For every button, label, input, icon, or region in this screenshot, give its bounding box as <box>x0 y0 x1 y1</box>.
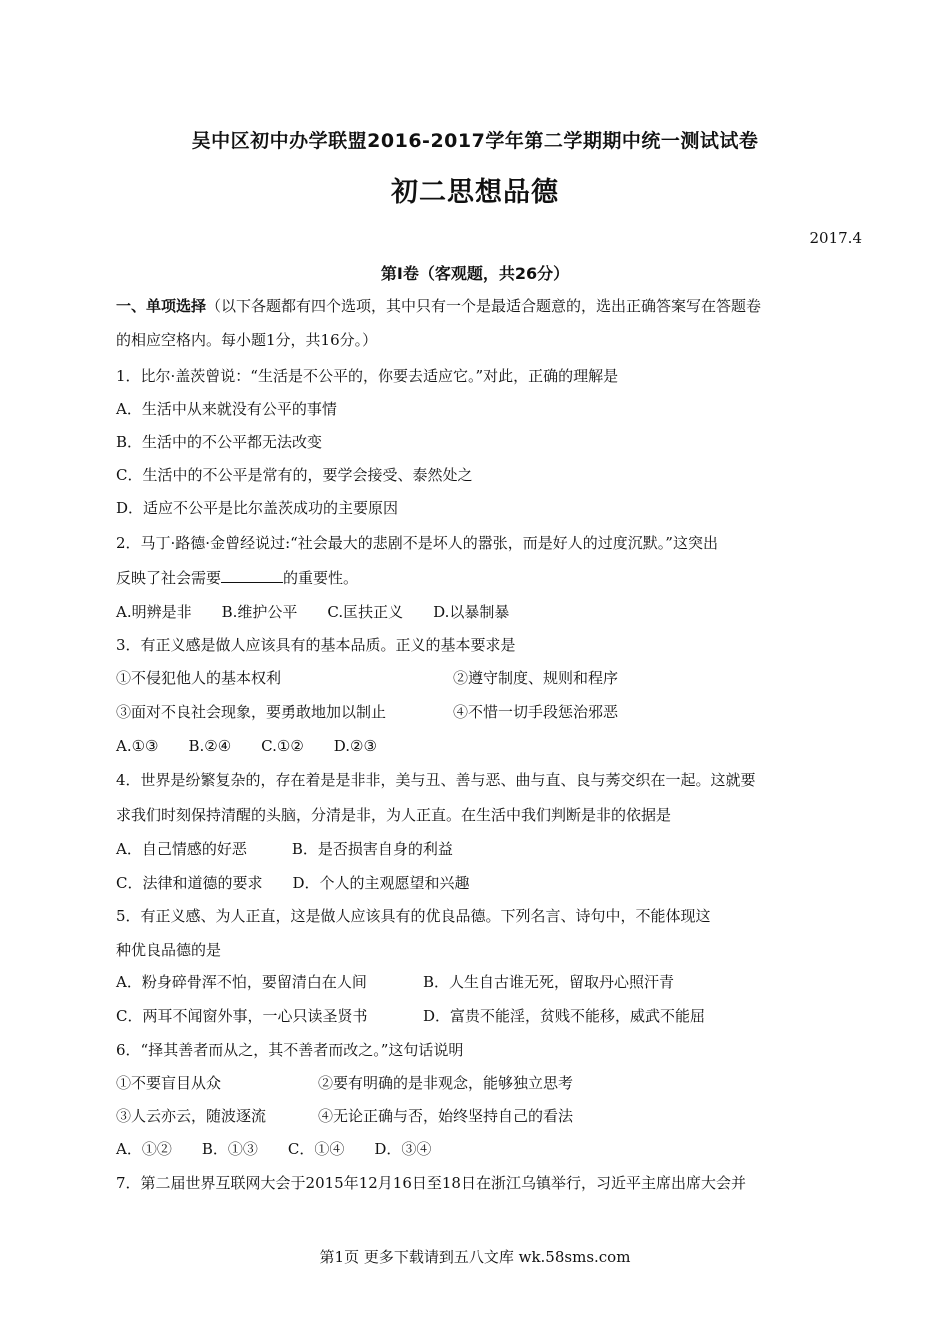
exam-date: 2017.4 <box>809 229 862 247</box>
question-4-options-cd: C．法律和道德的要求 D．个人的主观愿望和兴趣 <box>116 874 470 892</box>
question-5-option-a: A．粉身碎骨浑不怕，要留清白在人间 <box>116 973 367 991</box>
question-6-item-1: ①不要盲目从众 <box>116 1074 222 1092</box>
question-5-stem: 5．有正义感、为人正直，这是做人应该具有的优良品德。下列名言、诗句中，不能体现这 <box>116 907 711 925</box>
subject-title: 初二思想品德 <box>391 177 559 208</box>
question-2-stem-cont <box>116 568 358 588</box>
question-6-stem: 6．“择其善者而从之，其不善者而改之。”这句话说明 <box>116 1041 464 1059</box>
section-title: 第Ⅰ卷（客观题，共26分） <box>380 264 570 283</box>
question-5-option-c: C．两耳不闻窗外事，一心只读圣贤书 <box>116 1007 368 1025</box>
question-1-option-c: C．生活中的不公平是常有的，要学会接受、泰然处之 <box>116 466 473 484</box>
question-1-option-b: B．生活中的不公平都无法改变 <box>116 433 323 451</box>
question-3-item-1: ①不侵犯他人的基本权利 <box>116 669 282 687</box>
question-1-option-a: A．生活中从来就没有公平的事情 <box>116 400 337 418</box>
instruction-line-1 <box>116 296 761 316</box>
question-6-item-4: ④无论正确与否，始终坚持自己的看法 <box>318 1107 574 1125</box>
instruction-line-2: 的相应空格内。每小题1分，共16分。） <box>116 331 378 349</box>
question-1-option-d: D．适应不公平是比尔盖茨成功的主要原因 <box>116 499 399 517</box>
question-2-options: A.明辨是非 B.维护公平 C.匡扶正义 D.以暴制暴 <box>116 603 510 621</box>
question-5-stem-cont: 种优良品德的是 <box>116 941 222 959</box>
question-4-options-ab: A．自己情感的好恶 B．是否损害自身的利益 <box>116 840 453 858</box>
section-heading: 一、单项选择 <box>116 297 207 315</box>
question-6-options: A．①② B．①③ C．①④ D．③④ <box>116 1140 432 1158</box>
question-7-stem: 7．第二届世界互联网大会于2015年12月16日至18日在浙江乌镇举行，习近平主席出席大会并 <box>116 1174 746 1192</box>
question-3-item-2: ②遵守制度、规则和程序 <box>453 669 619 687</box>
question-3-item-4: ④不惜一切手段惩治邪恶 <box>453 703 619 721</box>
exam-title: 吴中区初中办学联盟2016-2017学年第二学期期中统一测试试卷 <box>191 130 759 152</box>
question-2-stem-pre: 反映了社会需要 <box>116 569 222 587</box>
page-footer: 第1页 更多下载请到五八文库 wk.58sms.com <box>319 1248 631 1266</box>
answer-blank <box>221 568 283 583</box>
question-4-stem-cont: 求我们时刻保持清醒的头脑，分清是非，为人正直。在生活中我们判断是非的依据是 <box>116 806 672 824</box>
question-2-stem-post: 的重要性。 <box>283 569 359 587</box>
question-3-options: A.①③ B.②④ C.①② D.②③ <box>116 737 377 755</box>
question-5-option-b: B．人生自古谁无死，留取丹心照汗青 <box>423 973 675 991</box>
question-5-option-d: D．富贵不能淫，贫贱不能移，威武不能屈 <box>423 1007 706 1025</box>
instruction-text: （以下各题都有四个选项，其中只有一个是最适合题意的，选出正确答案写在答题卷 <box>206 297 762 315</box>
question-4-stem: 4．世界是纷繁复杂的，存在着是是非非，美与丑、善与恶、曲与直、良与莠交织在一起。这就要 <box>116 771 756 789</box>
question-2-stem: 2．马丁·路德·金曾经说过:“社会最大的悲剧不是坏人的嚣张，而是好人的过度沉默。”这突出 <box>116 534 718 552</box>
question-3-item-3: ③面对不良社会现象，要勇敢地加以制止 <box>116 703 387 721</box>
question-6-item-2: ②要有明确的是非观念，能够独立思考 <box>318 1074 574 1092</box>
question-1-stem: 1．比尔·盖茨曾说：“生活是不公平的，你要去适应它。”对此，正确的理解是 <box>116 367 619 385</box>
question-6-item-3: ③人云亦云，随波逐流 <box>116 1107 267 1125</box>
question-3-stem: 3．有正义感是做人应该具有的基本品质。正义的基本要求是 <box>116 636 516 654</box>
